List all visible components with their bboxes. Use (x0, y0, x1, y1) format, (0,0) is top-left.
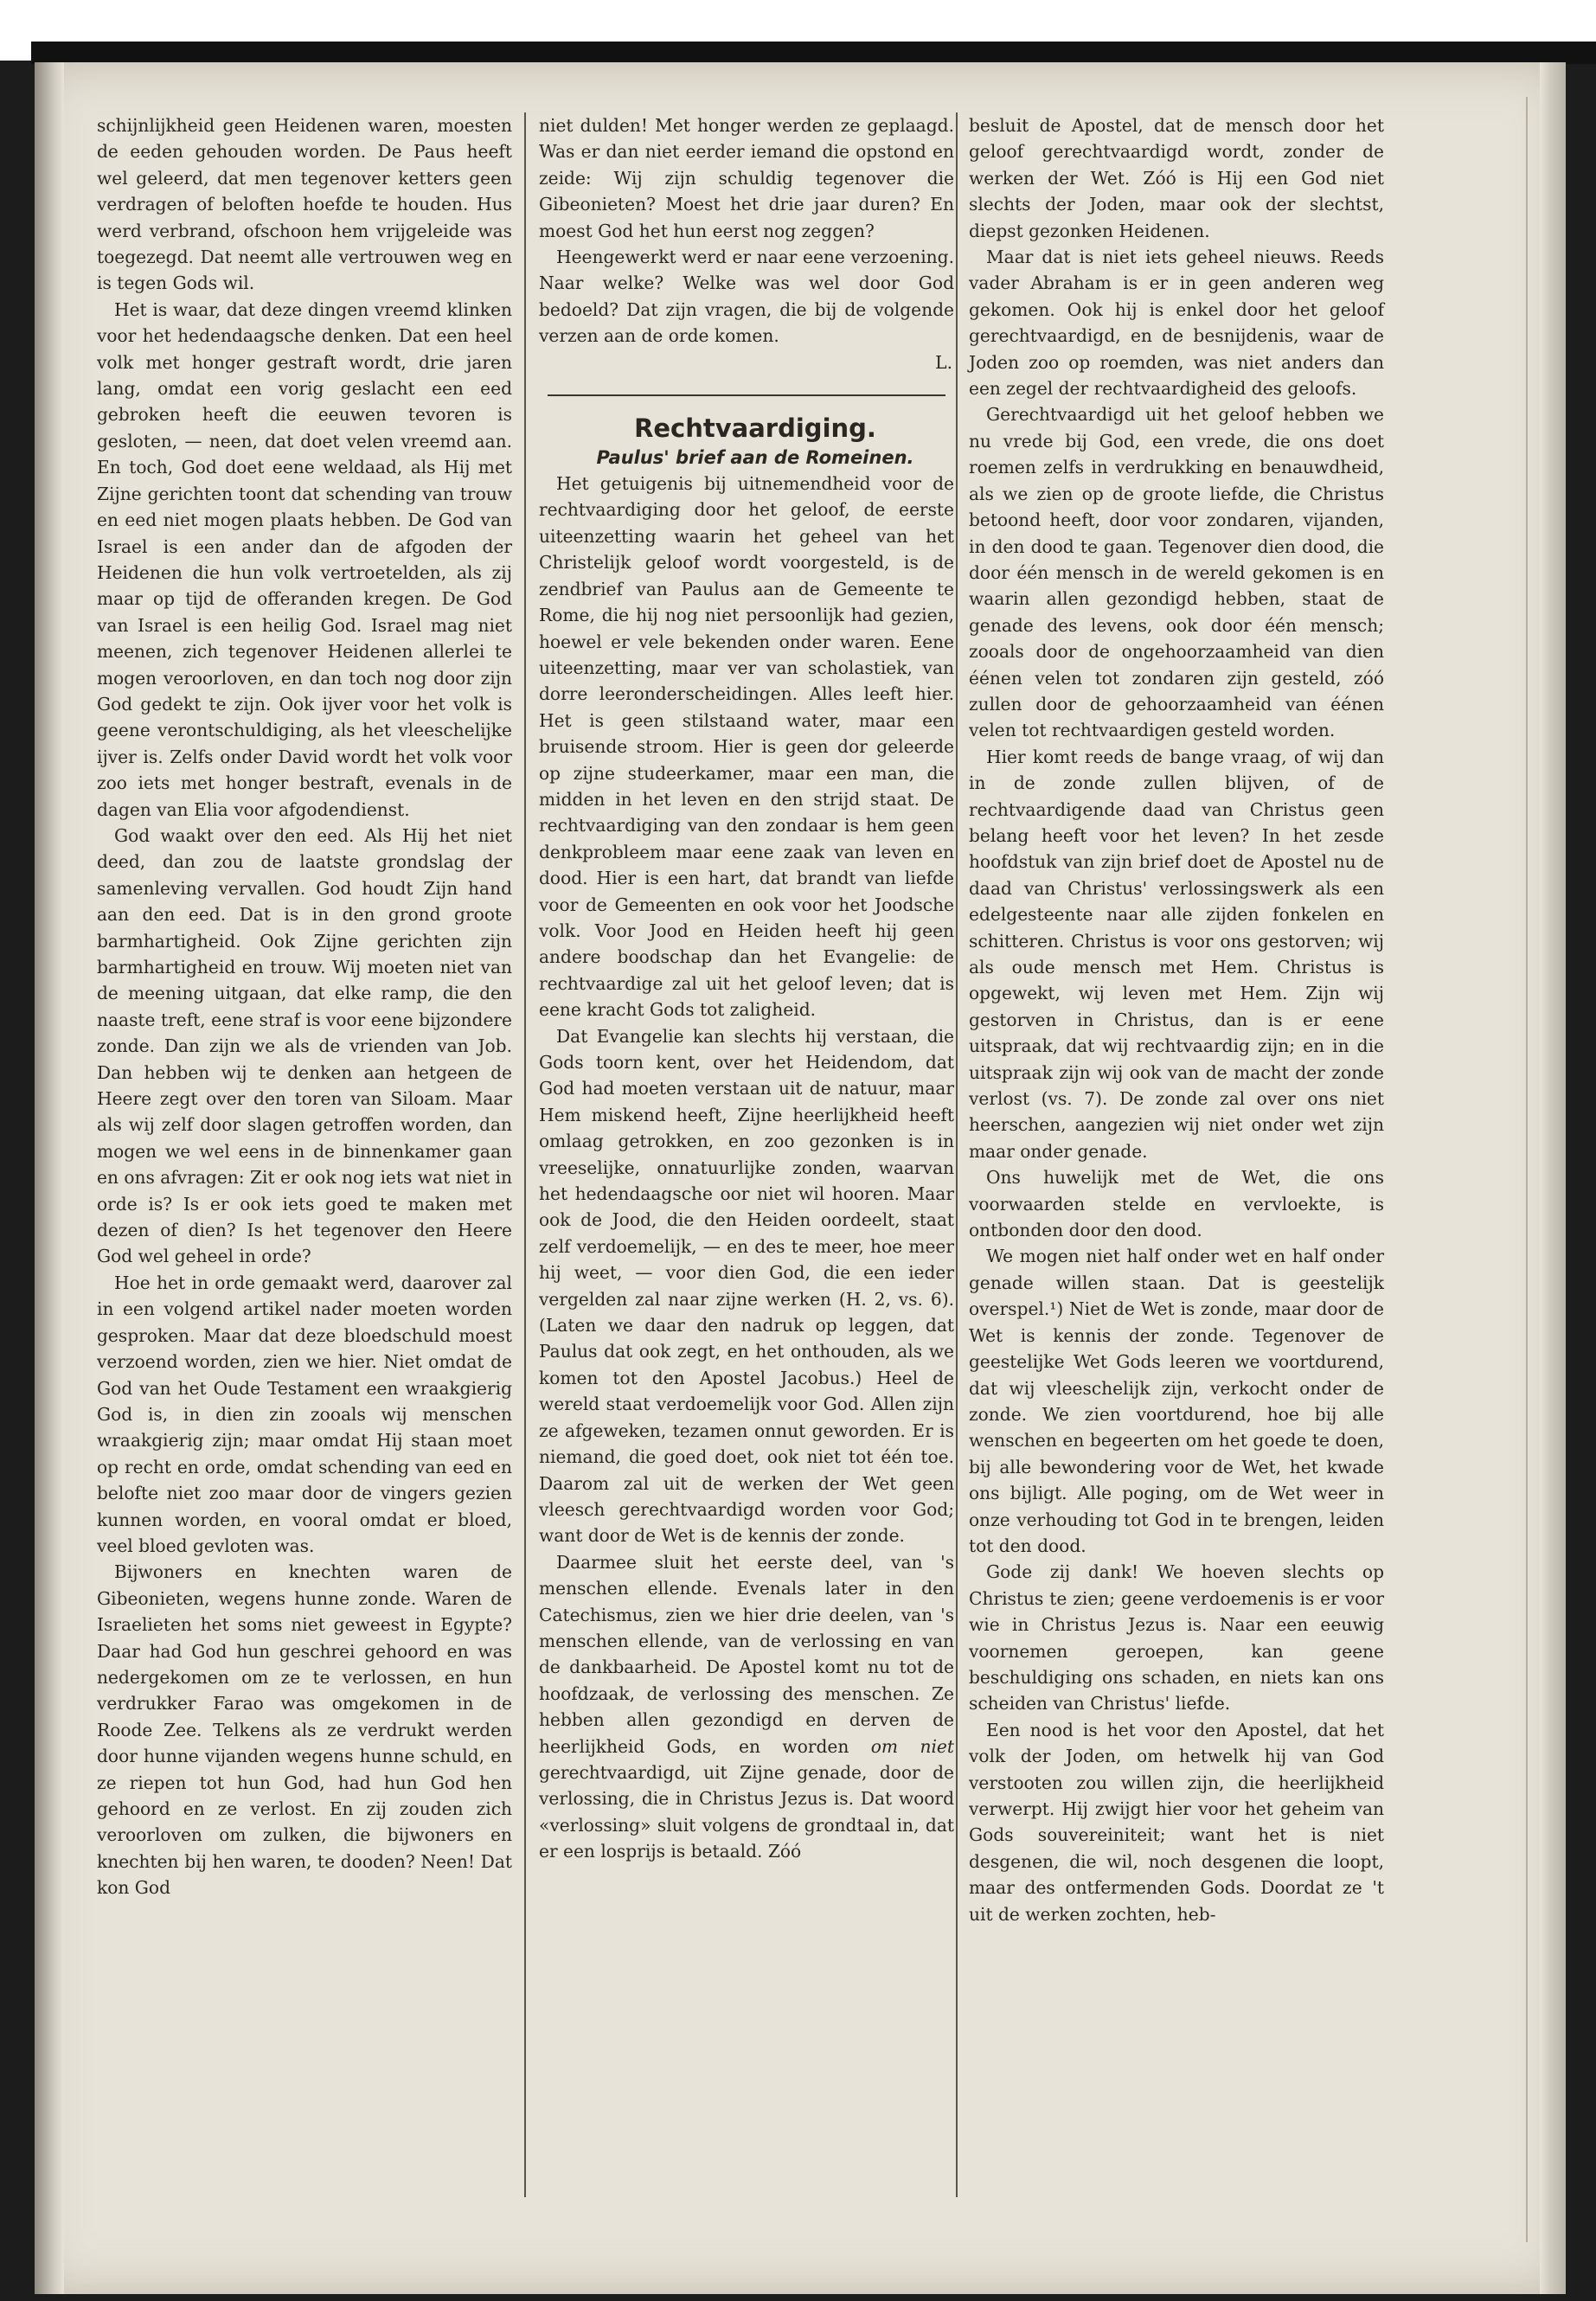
column-rule-2 (956, 112, 958, 2197)
paragraph: Bijwoners en knechten waren de Gibeonieten, wegens hunne zonde. Waren de Israelieten het soms niet geweest in Egypte? Daar had God hun geschrei gehoord en was nedergekomen om ze te verlossen, en hun verdrukker Farao was omgekomen in de Roode Zee. Telkens als ze verdrukt werden door hunne vijanden wegens hunne schuld, en ze riepen tot hun God, had hun God hen gehoord en ze verlost. En zij zouden zich veroorloven om zulken, die bijwoners en knechten bij hen waren, te dooden? Neen! Dat kon God (97, 1561, 512, 1899)
paragraph: niet dulden! Met honger werden ze geplaagd. Was er dan niet eerder iemand die opstond en zeide: Wij zijn schuldig tegenover die Gibeonieten? Moest het drie jaar duren? En moest God het hun eerst nog zeggen? (539, 115, 954, 241)
paragraph: Heengewerkt werd er naar eene verzoening. Naar welke? Welke was wel door God bedoeld? Dat zijn vragen, die bij de volgende verzen aan de orde komen. (539, 247, 954, 347)
column-3 (969, 112, 1384, 1927)
paragraph: Dat Evangelie kan slechts hij verstaan, die Gods toorn kent, over het Heidendom, dat God had moeten verstaan uit de natuur, maar Hem miskend heeft, Zijne heerlijkheid heeft omlaag getrokken, en zoo gezonken is in vreeselijke, onnatuurlijke zonden, waarvan het hedendaagsche oor niet wil hooren. Maar ook de Jood, die den Heiden oordeelt, staat zelf verdoemelijk, — en des te meer, hoe meer hij weet, — voor dien God, die een ieder vergelden zal naar zijne werken (H. 2, vs. 6). (Laten we daar den nadruk op leggen, dat Paulus dat ook zegt, en het onthouden, als we komen tot den Apostel Jacobus.) Heel de wereld staat verdoemelijk voor God. Allen zijn ze afgeweken, tezamen onnut geworden. Er is niemand, die goed doet, ook niet tot één toe. Daarom zal uit de werken der Wet geen vleesch gerechtvaardigd worden voor God; want door de Wet is de kennis der zonde. (539, 1025, 954, 1547)
paragraph: Gode zij dank! We hoeven slechts op Christus te zien; geene verdoemenis is er voor wie in Christus Jezus is. Naar een eeuwig voornemen geroepen, kan geene beschuldiging ons schaden, en niets kan ons scheiden van Christus' liefde. (969, 1561, 1384, 1715)
paragraph: Maar dat is niet iets geheel nieuws. Reeds vader Abraham is er in geen anderen weg gekomen. Ook hij is enkel door het geloof gerechtvaardigd, en de besnijdenis, waar de Joden zoo op roemden, was niet anders dan een zegel der rechtvaardigheid des geloofs. (969, 247, 1384, 400)
paragraph: God waakt over den eed. Als Hij het niet deed, dan zou de laatste grondslag der samenleving vervallen. God houdt Zijn hand aan den eed. Dat is in den grond groote barmhartigheid. Ook Zijne gerichten zijn barmhartigheid en trouw. Wij moeten niet van de meening uitgaan, dat elke ramp, die den naaste treft, eene straf is voor eene bijzondere zonde. Dan zijn we als de vrienden van Job. Dan hebben wij te denken aan hetgeen de Heere zegt over den toren van Siloam. Maar als wij zelf door slagen getroffen worden, dan mogen we wel eens in de binnenkamer gaan en ons afvragen: Zit er ook nog iets wat niet in orde is? Is er ook iets goed te maken met dezen of dien? Is het tegenover den Heere God wel geheel in orde? (97, 824, 512, 1267)
paragraph: Ons huwelijk met de Wet, die ons voorwaarden stelde en vervloekte, is ontbonden door den dood. (969, 1167, 1384, 1241)
paragraph: Hier komt reeds de bange vraag, of wij dan in de zonde zullen blijven, of de rechtvaardigende daad van Christus geen belang heeft voor het leven? In het zesde hoofdstuk van zijn brief doet de Apostel nu de daad van Christus' verlossingswerk als een edelgesteente naar alle zijden fonkelen en schitteren. Christus is voor ons gestorven; wij als oude mensch met Hem. Christus is opgewekt, wij leven met Hem. Zijn wij gestorven in Christus, dan is er eene uitspraak, dat wij rechtvaardig zijn; en in die uitspraak zijn wij ook van de macht der zonde verlost (vs. 7). De zonde zal over ons niet heerschen, aangezien wij niet onder wet zijn maar onder genade. (969, 746, 1384, 1162)
author-signature: L. (935, 351, 952, 373)
column-2 (539, 112, 954, 1865)
column-rule-1 (524, 112, 526, 2197)
paragraph: besluit de Apostel, dat de mensch door het geloof gerechtvaardigd wordt, zonder de werken der Wet. Zóó is Hij een God niet slechts der Joden, maar ook der slechtst, diepst gezonken Heidenen. (969, 115, 1384, 241)
paragraph: Een nood is het voor den Apostel, dat het volk der Joden, om hetwelk hij van God verstooten zou willen zijn, die heerlijkheid verwerpt. Hij zwijgt hier voor het geheim van Gods souvereiniteit; want het is niet desgenen, die wil, noch desgenen die loopt, maar des ontfermenden Gods. Doordat ze 't uit de werken zochten, heb- (969, 1719, 1384, 1925)
paragraph: Het is waar, dat deze dingen vreemd klinken voor het hedendaagsche denken. Dat een heel volk met honger gestraft wordt, drie jaren lang, omdat een vorig geslacht een eed gebroken heeft die eeuwen tevoren is gesloten, — neen, dat doet velen vreemd aan. En toch, God doet eene weldaad, als Hij met Zijne gerichten toont dat schending van trouw en eed niet mogen plaats hebben. De God van Israel is een ander dan de afgoden der Heidenen die hun volk vertroetelden, als zij maar op tijd de offeranden kregen. De God van Israel is een heilig God. Israel mag niet meenen, zich tegenover Heidenen allerlei te mogen veroorloven, en dan toch nog door zijn God gedekt te zijn. Ook ijver voor het volk is geene verontschuldiging, als het vleeschelijke ijver is. Zelfs onder David wordt het volk voor zoo iets met honger bestraft, evenals in de dagen van Elia voor afgodendienst. (97, 298, 512, 820)
paragraph-text: gerechtvaardigd, uit Zijne genade, door de verlossing, die in Christus Jezus is. Dat woord «verlossing» sluit volgens de grondtaal in, dat er een losprijs is betaald. Zóó (539, 1761, 954, 1862)
page-edge-line (1526, 97, 1528, 2242)
paragraph (539, 1549, 954, 1865)
paragraph: We mogen niet half onder wet en half onder genade willen staan. Dat is geestelijk overspel.¹) Niet de Wet is zonde, maar door de Wet is kennis der zonde. Tegenover de geestelijke Wet Gods leeren we voortdurend, dat wij vleeschelijk zijn, verkocht onder de zonde. We zien voortdurend, hoe bij alle wenschen en begeerten om het goede te doen, bij alle bewondering voor de Wet, het kwade ons bijligt. Alle poging, om de Wet weer in onze verhouding tot God in te brengen, leiden tot den dood. (969, 1246, 1384, 1556)
binding-shadow (35, 62, 64, 2294)
paragraph-text: Daarmee sluit het eerste deel, van 's menschen ellende. Evenals later in den Catechismus, zien we hier drie deelen, van 's menschen ellende, van de verlossing en van de dankbaarheid. De Apostel komt nu tot de hoofdzaak, de verlossing des menschen. Ze hebben allen gezondigd en derven de heerlijkheid Gods, en worden (539, 1551, 954, 1757)
paragraph: schijnlijkheid geen Heidenen waren, moesten de eeden gehouden worden. De Paus heeft wel geleerd, dat men tegenover ketters geen verdragen of beloften hoefde te houden. Hus werd verbrand, ofschoon hem vrijgeleide was toegezegd. Dat neemt alle vertrouwen weg en is tegen Gods wil. (97, 115, 512, 294)
paragraph: Het getuigenis bij uitnemendheid voor de rechtvaardiging door het geloof, de eerste uiteenzetting waarin het geheel van het Christelijk geloof wordt voorgesteld, is de zendbrief van Paulus aan de Gemeente te Rome, die hij nog niet persoonlijk had gezien, hoewel er vele bekenden onder waren. Eene uiteenzetting, maar ver van scholastiek, van dorre leeronderscheidingen. Alles leeft hier. Het is geen stilstaand water, maar een bruisende stroom. Hier is geen dor geleerde op zijne studeerkamer, maar een man, die midden in het leven en den strijd staat. De rechtvaardiging van den zondaar is hem geen denkprobleem maar eene zaak van leven en dood. Hier is een hart, dat brandt van liefde voor de Gemeenten en ook voor het Joodsche volk. Voor Jood en Heiden heeft hij geen andere boodschap dan het Evangelie: de rechtvaardige zal uit het geloof leven; dat is eene kracht Gods tot zaligheid. (539, 473, 954, 1021)
emphasis: om niet (870, 1735, 954, 1757)
article-subtitle: Paulus' brief aan de Romeinen. (596, 447, 914, 469)
scan-border (31, 42, 1596, 64)
paragraph: Hoe het in orde gemaakt werd, daarover zal in een volgend artikel nader moeten worden gesproken. Maar dat deze bloedschuld moest verzoend worden, zien we hier. Niet omdat de God van het Oude Testament een wraakgierig God is, in dien zin zooals wij menschen wraakgierig zijn; maar omdat Hij staan moet op recht en orde, omdat schending van eed en belofte niet zoo maar door de vingers gezien kunnen worden, en vooral omdat er bloed, veel bloed gevloten was. (97, 1272, 512, 1556)
paragraph: Gerechtvaardigd uit het geloof hebben we nu vrede bij God, een vrede, die ons doet roemen zelfs in verdrukking en benauwdheid, als we zien op de groote liefde, die Christus betoond heeft, door voor zondaren, vijanden, in den dood te gaan. Tegenover dien dood, die door één mensch in de wereld gekomen is en waarin allen gezondigd hebben, staat de genade des levens, ook door één mensch; zooals door de ongehoorzaamheid van dien éénen velen tot zondaren zijn gesteld, zóó zullen door de gehoorzaamheid van éénen velen tot rechtvaardigen gesteld worden. (969, 404, 1384, 741)
article-divider (548, 394, 945, 396)
page-edge (1540, 62, 1566, 2294)
article-title: Rechtvaardiging. (634, 413, 876, 444)
column-1 (97, 112, 512, 1901)
